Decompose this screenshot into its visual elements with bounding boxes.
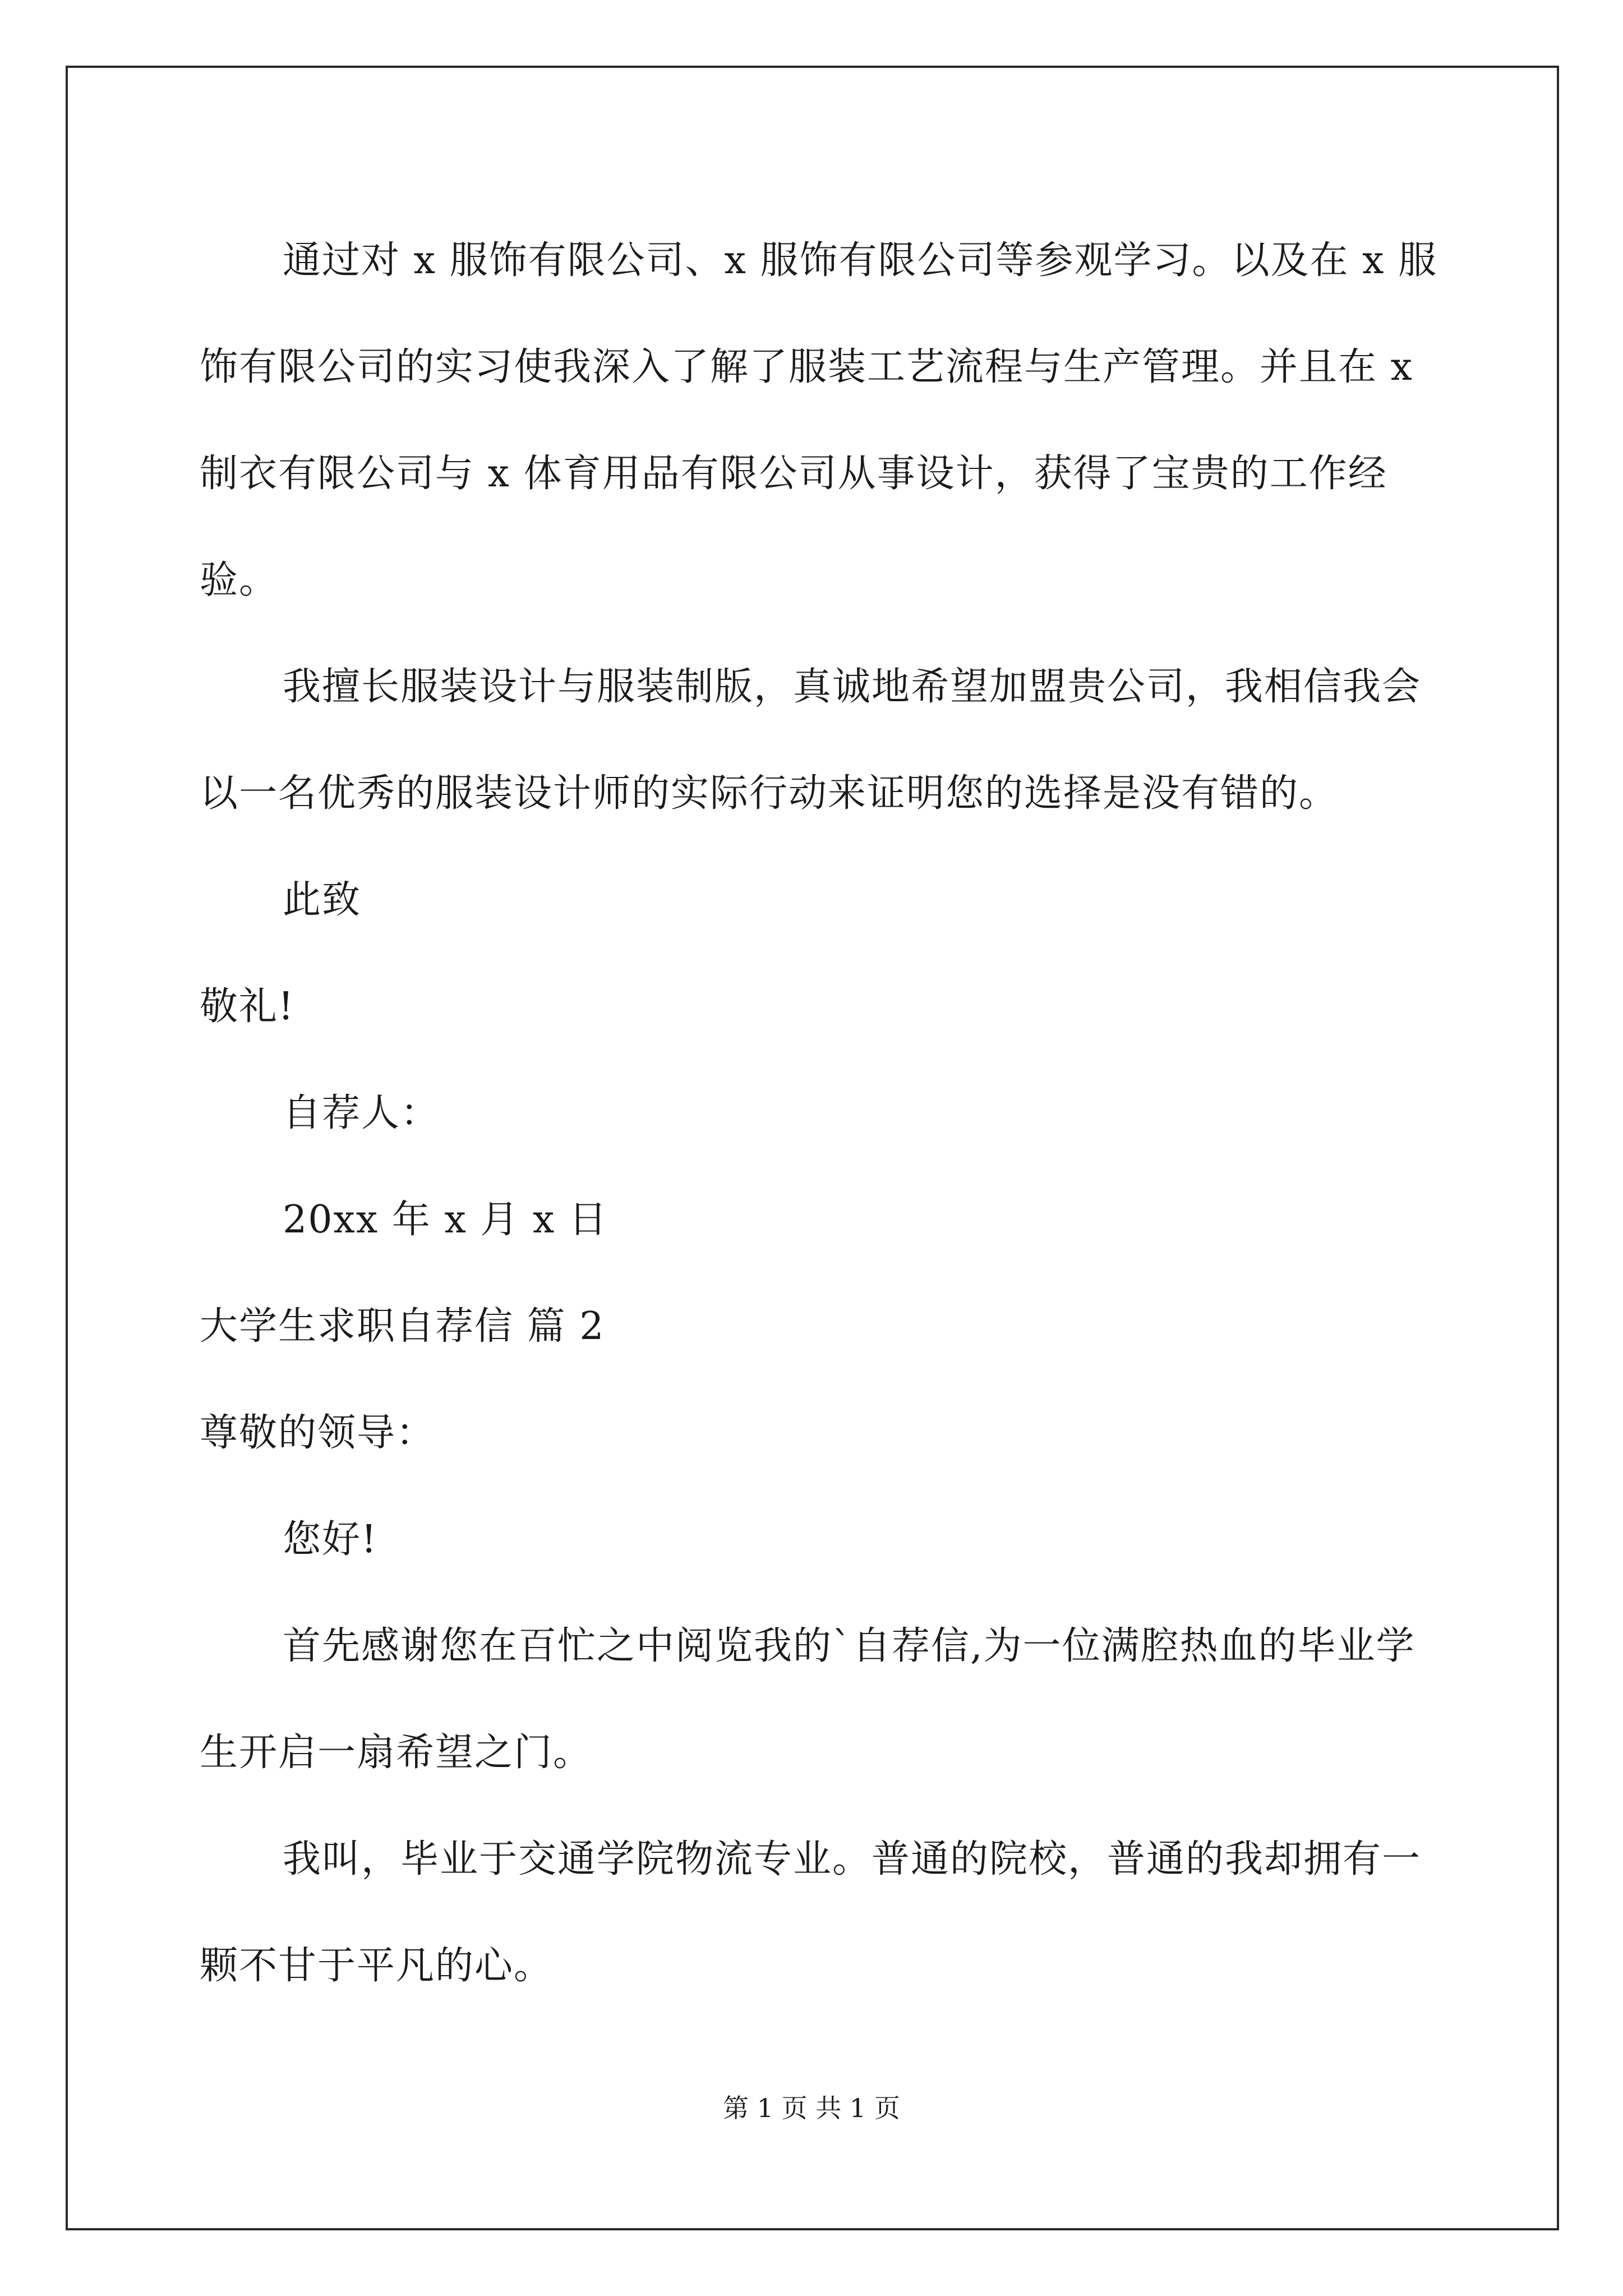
closing-respect: 敬礼! — [200, 984, 295, 1029]
greeting-recipient: 尊敬的领导： — [200, 1411, 436, 1455]
document-body — [200, 208, 1439, 2019]
page-number-footer: 第 1 页 共 1 页 — [723, 2093, 900, 2123]
paragraph-introduction: 我叫，毕业于交通学院物流专业。普通的院校，普通的我却拥有一颗不甘于平凡的心。 — [200, 1837, 1422, 1988]
greeting-hello: 您好! — [283, 1517, 378, 1562]
section-heading: 大学生求职自荐信 篇 2 — [200, 1304, 605, 1349]
paragraph-experience: 通过对 x 服饰有限公司、x 服饰有限公司等参观学习。以及在 x 服饰有限公司的实习使我深入了解了服装工艺流程与生产管理。并且在 x 制衣有限公司与 x 体育用品有限公司从事设计，获得了宝贵的工作经验。 — [200, 238, 1438, 602]
signature-label: 自荐人： — [283, 1091, 440, 1135]
date-line: 20xx 年 x 月 x 日 — [283, 1198, 608, 1242]
paragraph-thanks: 首先感谢您在百忙之中阅览我的`自荐信,为一位满腔热血的毕业学生开启一扇希望之门。 — [200, 1624, 1415, 1775]
paragraph-skills: 我擅长服装设计与服装制版，真诚地希望加盟贵公司，我相信我会以一名优秀的服装设计师的实际行动来证明您的选择是没有错的。 — [200, 665, 1422, 816]
closing-salutation: 此致 — [283, 878, 362, 922]
